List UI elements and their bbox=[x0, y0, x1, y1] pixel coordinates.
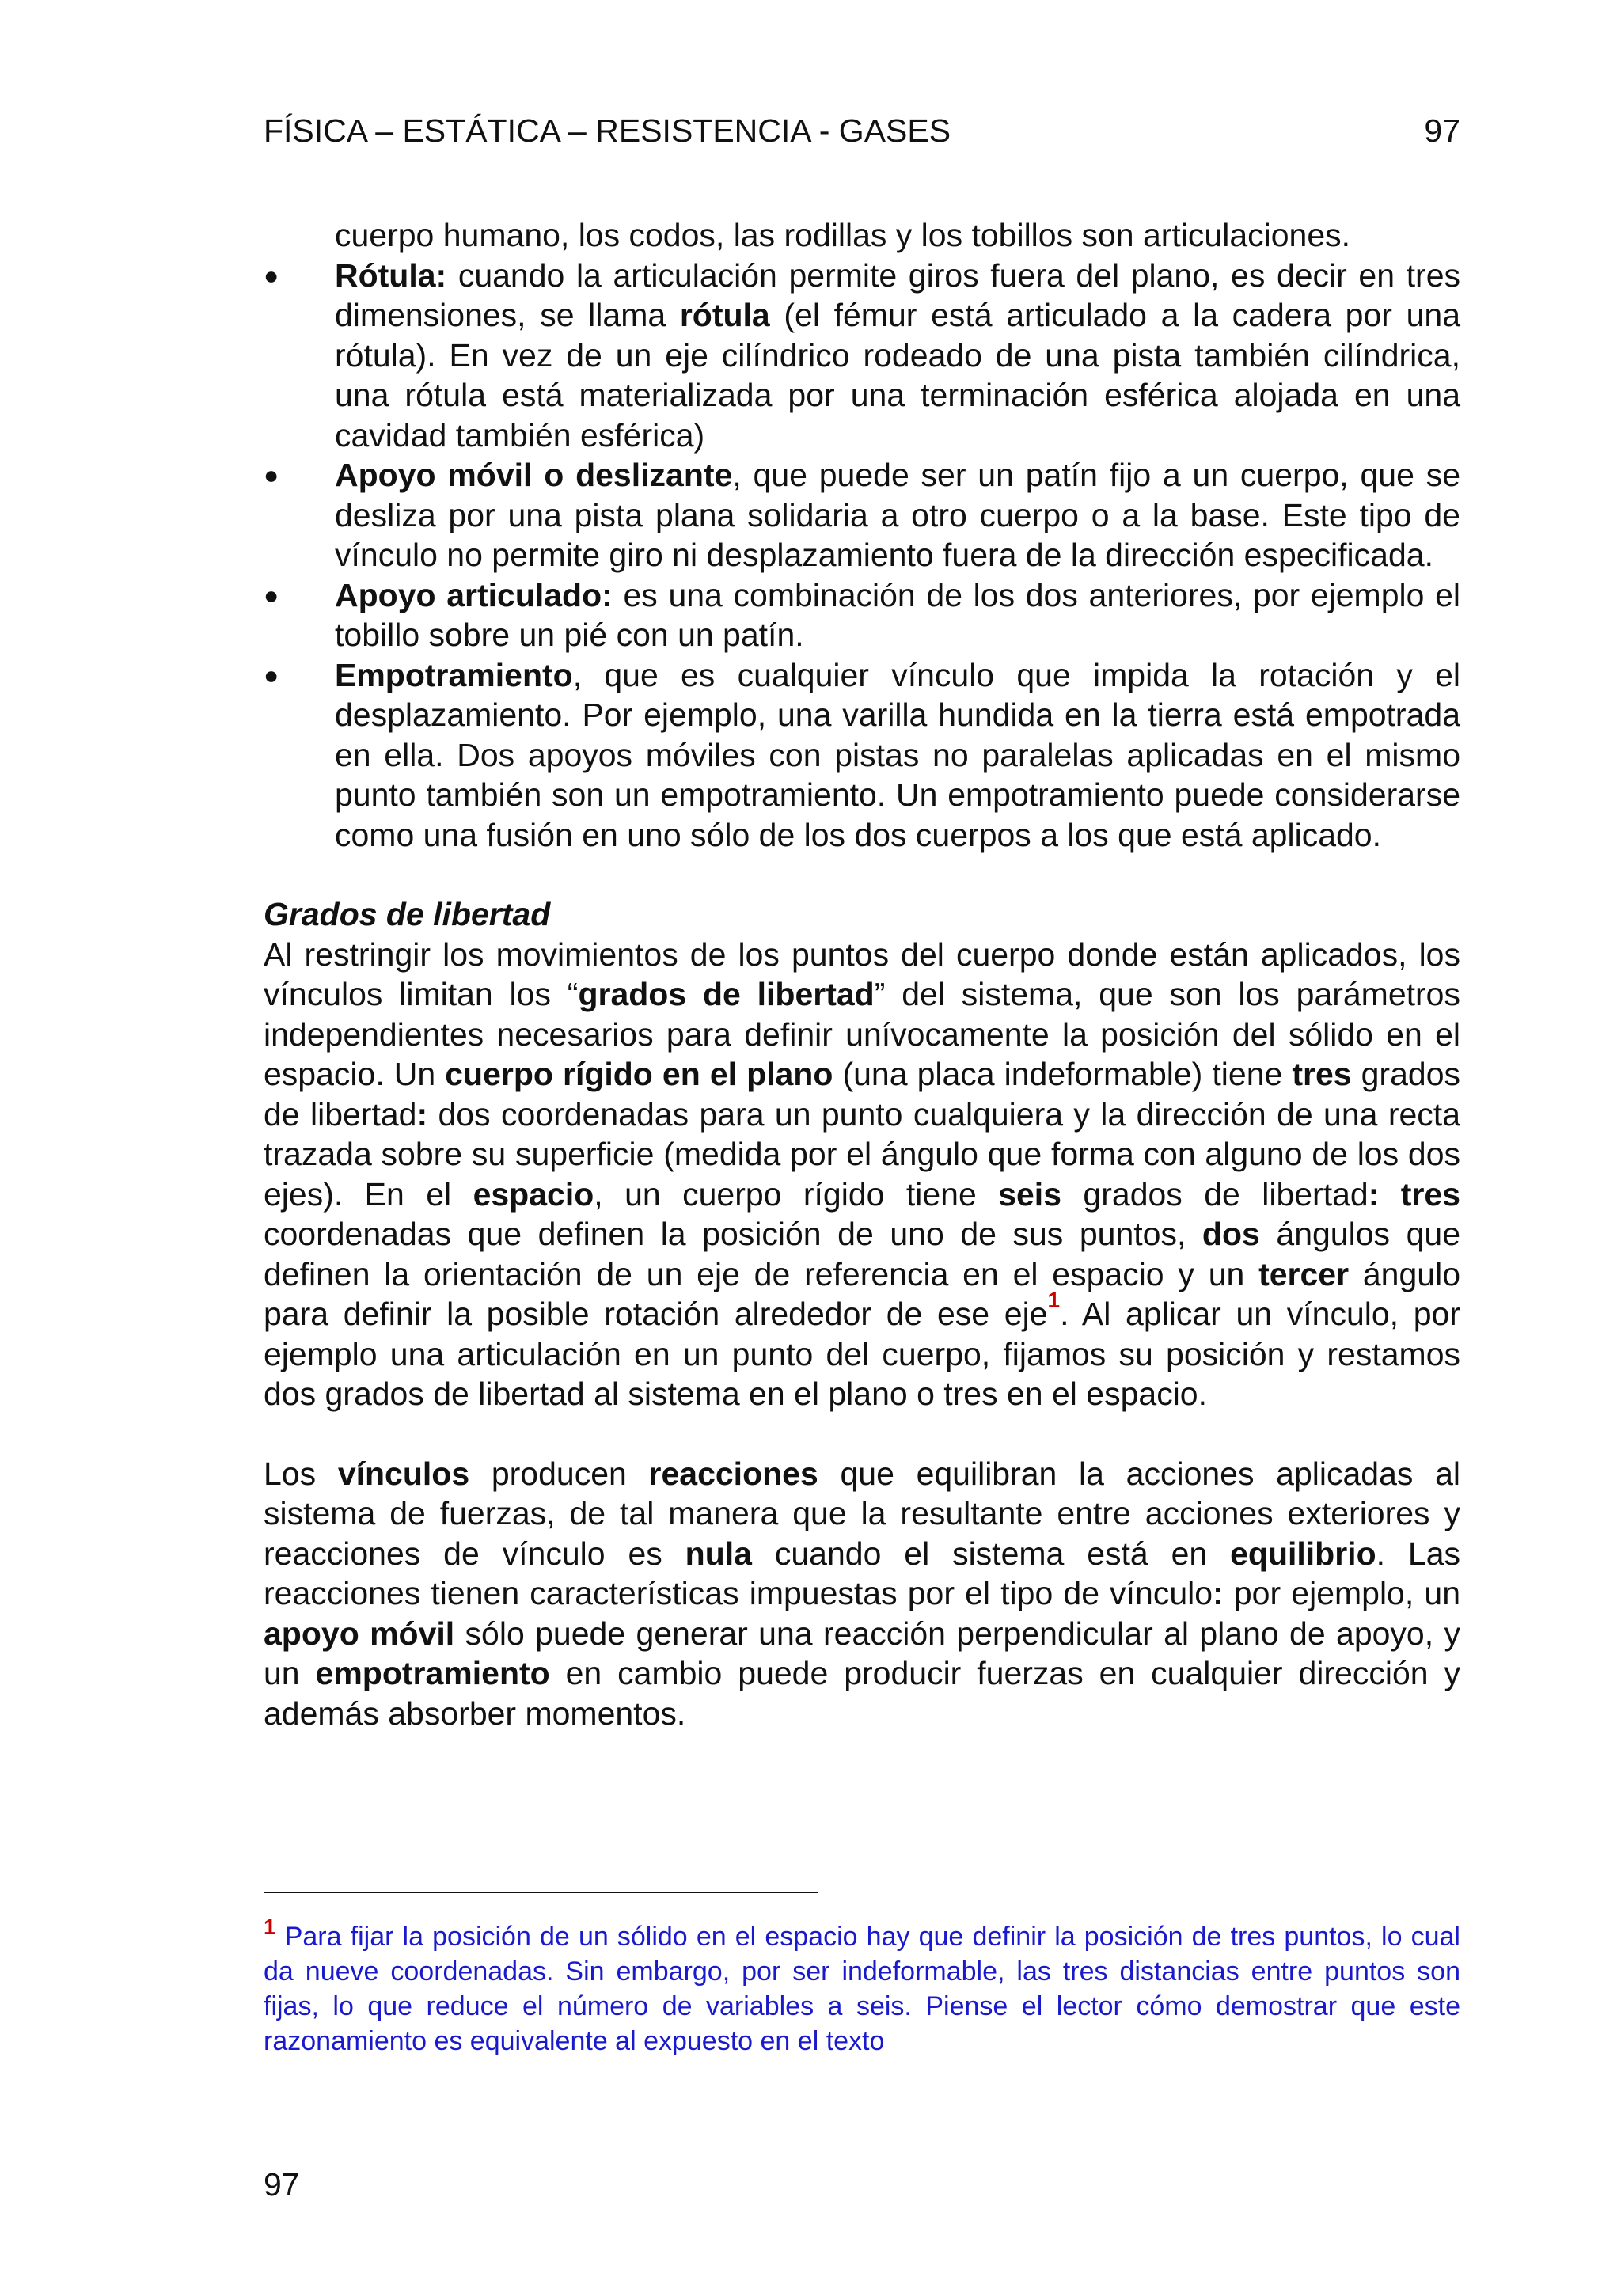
text-run-bold: reacciones bbox=[648, 1455, 818, 1492]
page-header bbox=[264, 111, 1460, 150]
text-run-bold: empotramiento bbox=[315, 1655, 550, 1691]
term-bold: Apoyo articulado: bbox=[335, 576, 613, 613]
footnote bbox=[264, 1915, 1460, 2059]
text-run: . Las reacciones tienen características impuestas por el tipo de vínculo bbox=[264, 1535, 1460, 1611]
term-bold: Empotramiento bbox=[335, 656, 573, 693]
continuation-line: cuerpo humano, los codos, las rodillas y los tobillos son articulaciones. bbox=[335, 217, 1351, 253]
term-bold: rótula bbox=[679, 297, 770, 333]
item-text: cuando la articulación permite giros fuera del plano, es decir en tres dimensiones, se llama bbox=[335, 256, 1460, 333]
bullet-icon: ● bbox=[264, 660, 279, 689]
text-run: ” del sistema, que son los parámetros independientes necesarios para definir unívocamente la posición del sólido en el espacio. Un bbox=[264, 976, 1460, 1092]
text-run-bold: : bbox=[1213, 1575, 1224, 1611]
list-item bbox=[264, 655, 1460, 856]
text-run-bold: dos bbox=[1202, 1216, 1260, 1252]
bullet-icon: ● bbox=[264, 260, 279, 290]
item-text: , que puede ser un patín fijo a un cuerpo, que se desliza por una pista plana solidaria a otro cuerpo o a la base. Este tipo de vínculo no permite giro ni desplazamiento fuera de la dirección especificada. bbox=[335, 457, 1460, 573]
text-run-bold: vínculos bbox=[337, 1455, 470, 1492]
footnote-reference[interactable]: 1 bbox=[1047, 1288, 1061, 1312]
text-run: sólo puede generar una reacción perpendicular al plano de apoyo, y un bbox=[264, 1615, 1460, 1691]
list-item bbox=[264, 256, 1460, 456]
text-run-bold: espacio bbox=[473, 1175, 594, 1213]
text-run: . Al aplicar un vínculo, por ejemplo una articulación en un punto del cuerpo, fijamos su posición y restamos dos grados de libertad al sistema en el plano o tres en el espacio. bbox=[264, 1296, 1460, 1412]
text-run-bold: apoyo móvil bbox=[264, 1615, 455, 1652]
term-bold: Rótula: bbox=[335, 256, 447, 294]
text-run: en cambio puede producir fuerzas en cualquier dirección y además absorber momentos. bbox=[264, 1655, 1461, 1732]
text-run: Al restringir los movimientos de los puntos del cuerpo donde están aplicados, los vínculos limitan los “ bbox=[264, 935, 1460, 1012]
header-page-number: 97 bbox=[1424, 112, 1460, 149]
text-run: dos coordenadas para un punto cualquiera y la dirección de una recta trazada sobre su superficie (medida por el ángulo que forma con alguno de los dos ejes). En el bbox=[264, 1095, 1460, 1213]
body-text bbox=[264, 215, 1460, 1733]
running-title: FÍSICA – ESTÁTICA – RESISTENCIA - GASES bbox=[264, 112, 951, 149]
vinculo-list bbox=[264, 256, 1460, 856]
text-run: por ejemplo, un bbox=[1223, 1575, 1460, 1611]
text-run-bold: tres bbox=[1292, 1056, 1352, 1092]
item-text: es una combinación de los dos anteriores, por ejemplo el tobillo sobre un pié con un patín. bbox=[335, 576, 1460, 653]
item-text: , que es cualquier vínculo que impida la rotación y el desplazamiento. Por ejemplo, una varilla hundida en la tierra está empotrada en ella. Dos apoyos móviles con pistas no paralelas aplicadas en el mismo punto también son un empotramiento. Un empotramiento puede considerarse como una fusión en uno sólo de los dos cuerpos a los que está aplicado. bbox=[335, 656, 1460, 853]
bullet-icon: ● bbox=[264, 461, 279, 489]
text-run: cuando el sistema está en bbox=[751, 1535, 1231, 1572]
footnote-text: Para fijar la posición de un sólido en el espacio hay que definir la posición de tres puntos, lo cual da nueve coordenadas. Sin embargo, por ser indeformable, las tres distancias entre puntos son fijas, lo que reduce el número de variables a seis. Piense el lector cómo demostrar que este razonamiento es equivalente al expuesto en el texto bbox=[264, 1922, 1460, 2056]
footer-page-number: 97 bbox=[264, 2166, 300, 2203]
text-run: , un cuerpo rígido tiene bbox=[594, 1175, 999, 1213]
text-run: grados de libertad bbox=[264, 1056, 1460, 1133]
paragraph-reacciones bbox=[264, 1454, 1460, 1734]
text-run-bold: : bbox=[416, 1095, 428, 1133]
text-run-bold: equilibrio bbox=[1230, 1535, 1376, 1572]
footnote-marker: 1 bbox=[264, 1915, 276, 1939]
text-run: ángulo para definir la posible rotación alrededor de ese eje bbox=[264, 1255, 1460, 1332]
footnote-divider bbox=[264, 1892, 818, 1893]
list-item bbox=[264, 455, 1460, 575]
text-run: producen bbox=[469, 1455, 649, 1492]
bullet-icon: ● bbox=[264, 580, 279, 609]
text-run: ángulos que definen la orientación de un eje de referencia en el espacio y un bbox=[264, 1216, 1460, 1292]
section-heading: Grados de libertad bbox=[264, 896, 551, 932]
text-run: Los bbox=[264, 1455, 338, 1492]
text-run: coordenadas que definen la posición de uno de sus puntos, bbox=[264, 1216, 1202, 1252]
text-run-bold: cuerpo rígido en el plano bbox=[445, 1056, 833, 1092]
text-run-bold: grados de libertad bbox=[578, 976, 875, 1012]
item-text: (el fémur está articulado a la cadera por una rótula). En vez de un eje cilíndrico rodeado de una pista también cilíndrica, una rótula está materializada por una terminación esférica alojada en una cavidad también esférica) bbox=[335, 297, 1460, 454]
list-item bbox=[264, 575, 1460, 655]
text-run: grados de libertad bbox=[1061, 1175, 1369, 1213]
text-run-bold: : tres bbox=[1368, 1175, 1461, 1213]
text-run-bold: seis bbox=[998, 1175, 1062, 1213]
text-run: (una placa indeformable) tiene bbox=[833, 1056, 1293, 1092]
text-run-bold: tercer bbox=[1258, 1255, 1350, 1292]
text-run-bold: nula bbox=[685, 1535, 752, 1572]
text-run: que equilibran la acciones aplicadas al sistema de fuerzas, de tal manera que la resultante entre acciones exteriores y reacciones de vínculo es bbox=[264, 1455, 1461, 1572]
term-bold: Apoyo móvil o deslizante bbox=[335, 457, 733, 493]
paragraph-grados bbox=[264, 935, 1460, 1414]
